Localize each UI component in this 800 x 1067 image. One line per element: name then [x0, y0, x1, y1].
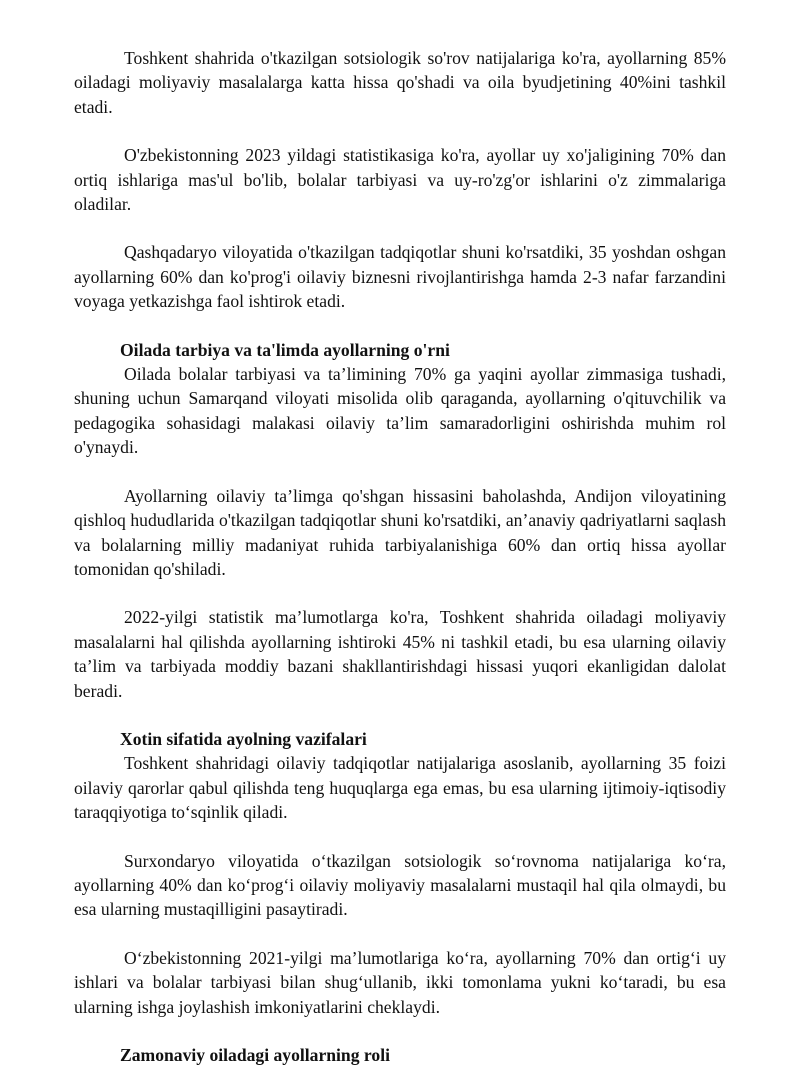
- paragraph-s2-2: Surxondaryo viloyatida o‘tkazilgan sotsiologik so‘rovnoma natijalariga ko‘ra, ayollarning 40% dan ko‘prog‘i oilaviy moliyaviy masalalarni mustaqil hal qila olmaydi, bu esa ularning mustaqilligini pasaytiradi.: [74, 850, 726, 920]
- section-heading-modern-family: Zamonaviy oiladagi ayollarning roli: [120, 1045, 390, 1065]
- paragraph-intro-2: O'zbekistonning 2023 yildagi statistikasiga ko'ra, ayollar uy xo'jaligining 70% dan ortiq ishlariga mas'ul bo'lib, bolalar tarbiyasi va uy-ro'zg'or ishlarini o'z zimmalariga oladilar.: [74, 145, 726, 215]
- section-heading-upbringing-education: Oilada tarbiya va ta'limda ayollarning o'rni: [120, 339, 450, 360]
- section-heading-wife-duties: Xotin sifatida ayolning vazifalari: [120, 728, 367, 749]
- paragraph-intro-1: Toshkent shahrida o'tkazilgan sotsiologik so'rov natijalariga ko'ra, ayollarning 85% oiladagi moliyaviy masalalarga katta hissa qo'shadi va oila byudjetining 40%ini tashkil etadi.: [74, 48, 726, 117]
- paragraph-intro-3: Qashqadaryo viloyatida o'tkazilgan tadqiqotlar shuni ko'rsatdiki, 35 yoshdan oshgan ayollarning 60% dan ko'prog'i oilaviy biznesni rivojlantirishga hamda 2-3 nafar farzandini voyaga yetkazishga faol ishtirok etadi.: [74, 242, 726, 312]
- paragraph-s2-3: O‘zbekistonning 2021-yilgi ma’lumotlariga ko‘ra, ayollarning 70% dan ortig‘i uy ishlari va bolalar tarbiyasi bilan shug‘ullanib, ikki tomonlama yukni ko‘taradi, bu esa ularning ishga joylashish imkoniyatlarini cheklaydi.: [74, 947, 726, 1017]
- paragraph-s1-2: Ayollarning oilaviy ta’limga qo'shgan hissasini baholashda, Andijon viloyatining qishloq hududlarida o'tkazilgan tadqiqotlar shuni ko'rsatdiki, an’anaviy qadriyatlarni saqlash va bolalarning milliy madaniyat ruhida tarbiyalanishiga 60% dan ortiq hissa ayollar tomonidan qo'shiladi.: [74, 485, 726, 579]
- paragraph-s2-1: Toshkent shahridagi oilaviy tadqiqotlar natijalariga asoslanib, ayollarning 35 foizi oilaviy qarorlar qabul qilishda teng huquqlarga ega emas, bu esa ularning ijtimoiy-iqtisodiy taraqqiyotiga to‘sqinlik qiladi.: [74, 753, 726, 823]
- paragraph-s1-1: Oilada bolalar tarbiyasi va ta’limining 70% ga yaqini ayollar zimmasiga tushadi, shuning uchun Samarqand viloyati misolida olib qaraganda, ayollarning o'qituvchilik va pedagogika sohasidagi malakasi oilaviy ta’lim samaradorligini oshirishda muhim rol o'ynaydi.: [74, 364, 726, 458]
- paragraph-s1-3: 2022-yilgi statistik ma’lumotlarga ko'ra, Toshkent shahrida oiladagi moliyaviy masalalarni hal qilishda ayollarning ishtiroki 45% ni tashkil etadi, bu esa ularning oilaviy ta’lim va tarbiyada moddiy bazani shakllantirishdagi hissasi yuqori ekanligidan dalolat beradi.: [74, 607, 726, 701]
